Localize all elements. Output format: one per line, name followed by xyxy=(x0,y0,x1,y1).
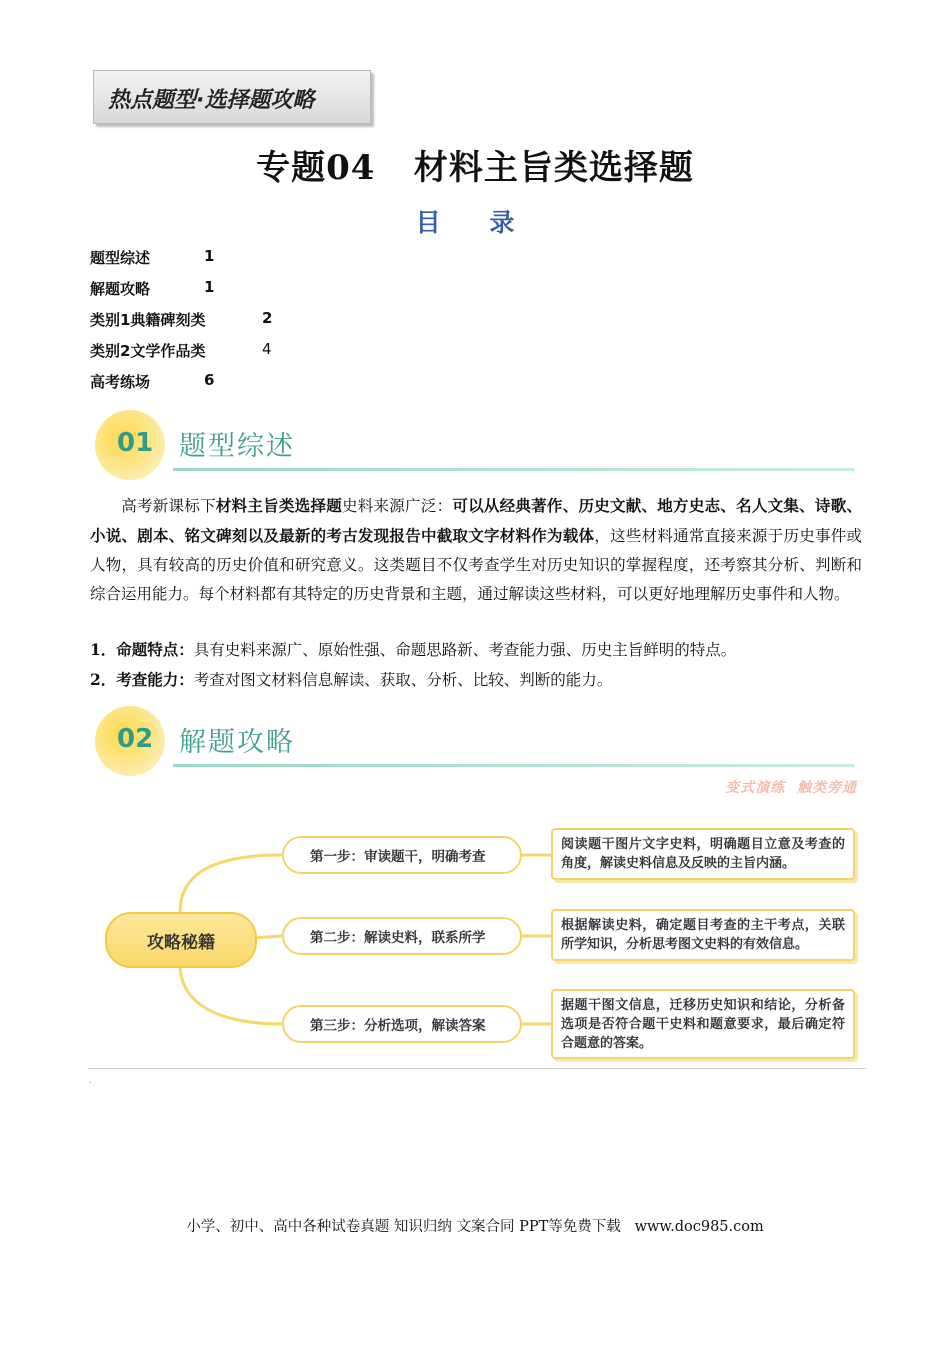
section-header-strategy xyxy=(95,706,855,778)
footer-text: 小学、初中、高中各种试卷真题 知识归纳 文案合同 PPT等免费下载 www.doc985.com xyxy=(186,1219,764,1235)
section-header-overview xyxy=(95,410,855,482)
page-title: 专题04 材料主旨类选择题 xyxy=(256,148,694,188)
point-1-text: 具有史料来源广、原始性强、命题思路新、考查能力强、历史主旨鲜明的特点。 xyxy=(193,641,737,659)
section-number: 02 xyxy=(117,724,154,754)
toc-item-label: 解题攻略 xyxy=(90,280,151,298)
toc-item-page: 2 xyxy=(262,309,273,327)
overview-paragraph xyxy=(90,491,862,609)
point-1 xyxy=(90,635,862,665)
toc-item-page: 1 xyxy=(204,247,215,265)
point-2-text: 考查对图文材料信息解读、获取、分析、比较、判断的能力。 xyxy=(193,671,613,689)
step-description: 根据解读史料，确定题目考查的主干考点，关联所学知识，分析思考图文史料的有效信息。 xyxy=(551,909,855,961)
step-node: 第三步：分析选项，解读答案 xyxy=(282,1005,522,1043)
section-name: 解题攻略 xyxy=(179,727,295,758)
intro-text-e: ，这些材料通常直接来源于历史事件或人物，具有较高的历史价值和研究意义。这类题目不仅考查学生对历史知识的掌握程度，还考察其分析、判断和综合运用能力。每个材料都有其特定的历史背景和主题，通过解读这些材料，可以更好地理解历史事件和人物。 xyxy=(90,527,862,603)
section-divider xyxy=(88,1068,866,1069)
intro-bold-b: 材料主旨类选择题 xyxy=(215,496,342,515)
step-description: 阅读题干图片文字史料，明确题目立意及考查的角度，解读史料信息及反映的主旨内涵。 xyxy=(551,828,855,880)
intro-bold-d: 可以从经典著作、历史文献、地方史志、名人文集、诗歌、小说、剧本、铭文碑刻以及最新的考古发现报告中截取文字材料作为载体 xyxy=(90,496,862,545)
section-rule xyxy=(173,764,855,767)
point-2 xyxy=(90,665,862,695)
step-node: 第一步：审读题干，明确考查 xyxy=(282,836,522,874)
toc-item-label: 类别1典籍碑刻类 xyxy=(90,311,206,329)
toc-item-page: 1 xyxy=(204,278,215,296)
toc-item-label: 高考练场 xyxy=(90,373,151,391)
step-node: 第二步：解读史料，联系所学 xyxy=(282,917,522,955)
toc-item-label: 类别2文学作品类 xyxy=(90,342,206,360)
intro-text-c: 史料来源广泛： xyxy=(341,497,453,515)
intro-text-a: 高考新课标下 xyxy=(121,497,216,515)
toc-item-page: 6 xyxy=(204,371,215,389)
strategy-tagline: 变式演练 触类旁通 xyxy=(725,780,857,796)
hot-topic-tag xyxy=(93,70,371,124)
section-number: 01 xyxy=(117,428,154,458)
toc-title: 目 录 xyxy=(415,208,535,237)
step-description: 据题干图文信息，迁移历史知识和结论，分析备选项是否符合题干史料和题意要求，最后确定符合题意的答案。 xyxy=(551,989,855,1059)
section-name: 题型综述 xyxy=(179,431,295,462)
toc-item-label: 题型综述 xyxy=(90,249,151,267)
strategy-root-node: 攻略秘籍 xyxy=(105,912,257,968)
hot-topic-tag-text: 热点题型·选择题攻略 xyxy=(108,88,315,113)
section-rule xyxy=(173,468,855,471)
paragraph-mark: . xyxy=(89,1076,92,1085)
toc-item-page: 4 xyxy=(262,340,272,358)
point-1-label: 1．命题特点： xyxy=(90,640,194,659)
point-2-label: 2．考查能力： xyxy=(90,670,194,689)
